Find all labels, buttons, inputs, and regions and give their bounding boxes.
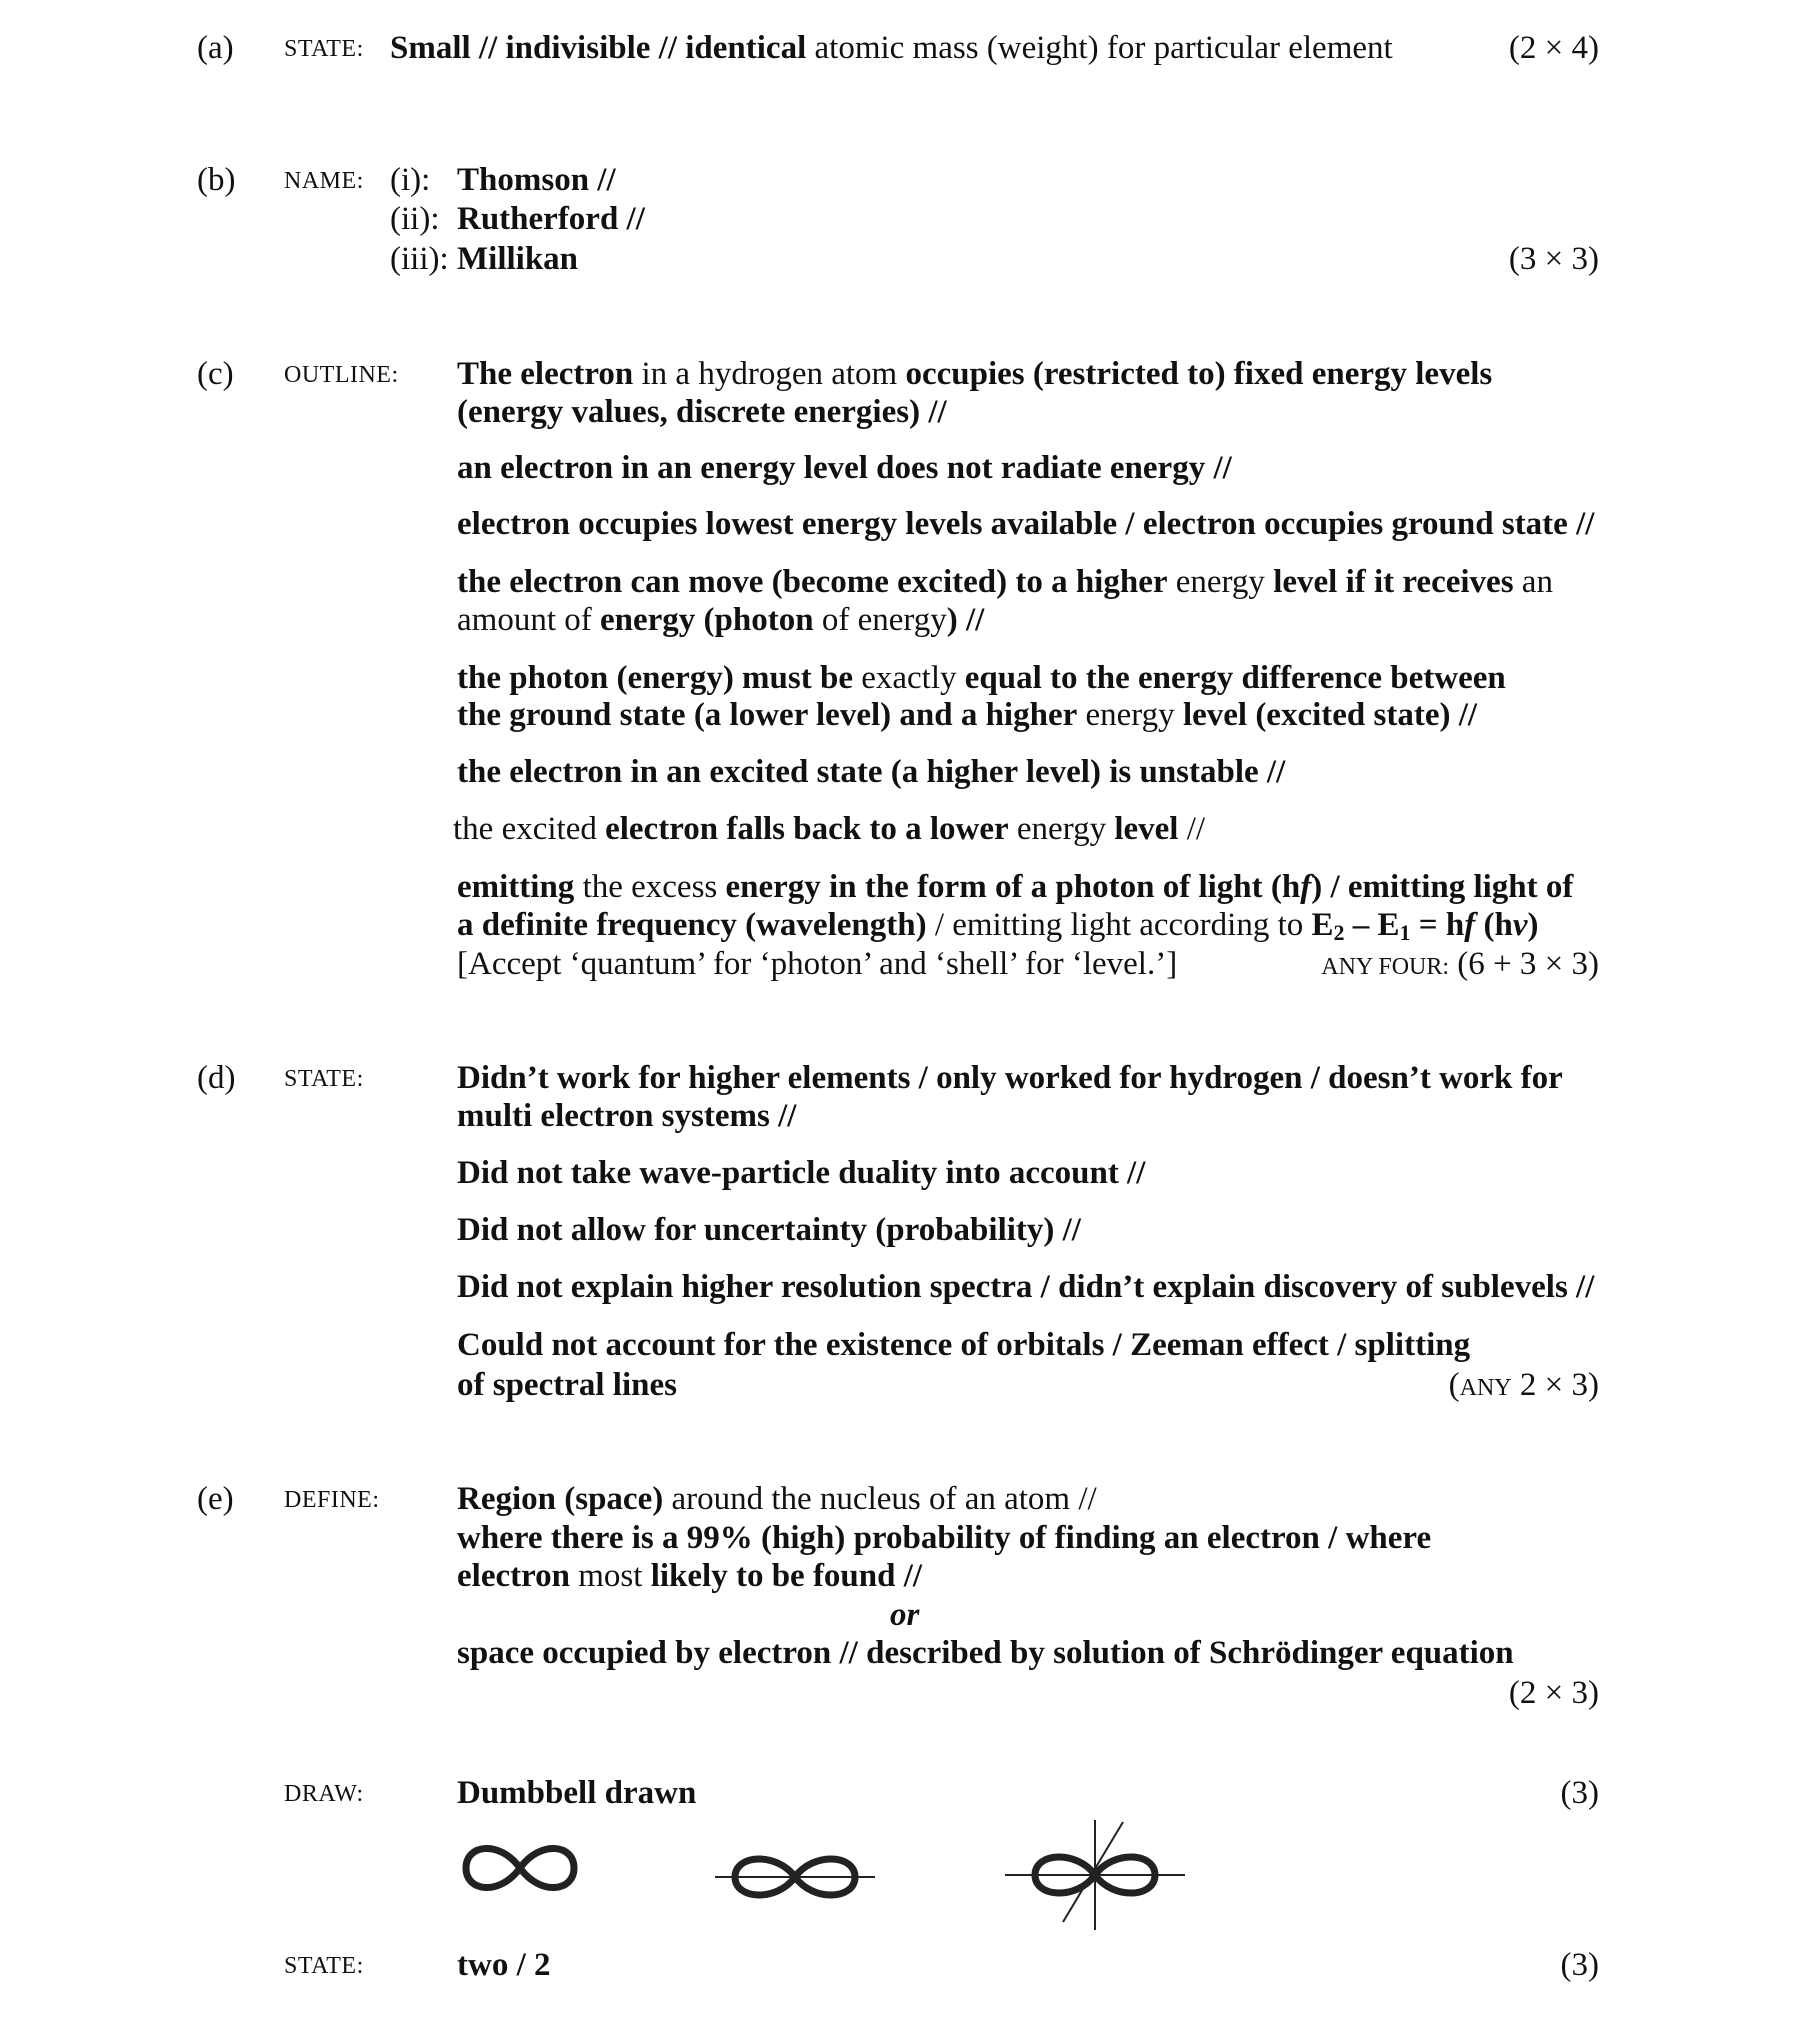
part-e-label: DEFINE: [284,1487,380,1513]
part-a-answer: Small // indivisible // identical atomic mass (weight) for particular element [390,30,1393,66]
state-label: STATE: [284,1953,364,1979]
part-c-point-5-line-1: the photon (energy) must be exactly equal to the energy difference between [457,660,1506,696]
part-a-label: STATE: [284,36,364,62]
part-c-point-4-line-1: the electron can move (become excited) to a higher energy level if it receives an [457,564,1553,600]
part-c-point-8-line-2: a definite frequency (wavelength) / emitting light according to $E_2 - E_1$ = hf (hv) [457,907,1539,945]
part-e-letter: (e) [197,1481,234,1517]
part-c-point-7: the excited electron falls back to a lower energy level // [453,811,1206,847]
part-c-point-1-line-1: The electron in a hydrogen atom occupies (restricted to) fixed energy levels [457,356,1493,392]
part-c-point-6: the electron in an excited state (a higher level) is unstable // [457,754,1286,790]
part-c-point-3: electron occupies lowest energy levels available / electron occupies ground state // [457,506,1595,542]
part-c-point-1-line-2: (energy values, discrete energies) // [457,394,947,430]
state-answer: two / 2 [457,1947,551,1983]
part-c-letter: (c) [197,356,234,392]
part-e-marks: (2 × 3) [1508,1675,1599,1711]
dumbbell-figure-2 [715,1842,875,1912]
part-c-accept-note: [Accept ‘quantum’ for ‘photon’ and ‘shell’ for ‘level.’] [457,946,1178,982]
part-d-letter: (d) [197,1060,236,1096]
part-d-line-5: Did not explain higher resolution spectra / didn’t explain discovery of sublevels // [457,1269,1595,1305]
part-b-num-1: (i): [390,162,431,198]
part-e-line-2: where there is a 99% (high) probability of finding an electron / where [457,1520,1432,1556]
part-b-name-2: Rutherford // [457,201,645,237]
part-e-line-4: space occupied by electron // described by solution of Schrödinger equation [457,1635,1514,1671]
part-c-point-8-line-1: emitting the excess energy in the form of a photon of light (hf) / emitting light of [457,869,1574,905]
part-e-line-1: Region (space) around the nucleus of an atom // [457,1481,1097,1517]
part-c-point-2: an electron in an energy level does not radiate energy // [457,450,1232,486]
part-d-line-3: Did not take wave-particle duality into account // [457,1155,1146,1191]
part-b-name-3: Millikan [457,241,579,277]
part-d-line-4: Did not allow for uncertainty (probability) // [457,1212,1081,1248]
part-c-marks: ANY FOUR: (6 + 3 × 3) [1321,946,1599,982]
part-a-marks: (2 × 4) [1508,30,1599,66]
part-b-marks: (3 × 3) [1508,241,1599,277]
part-d-line-2: multi electron systems // [457,1098,797,1134]
part-b-letter: (b) [197,162,236,198]
state-marks: (3) [1560,1947,1599,1983]
dumbbell-figure-1 [460,1838,580,1898]
part-c-point-5-line-2: the ground state (a lower level) and a higher energy level (excited state) // [457,697,1478,733]
part-c-point-4-line-2: amount of energy (photon of energy) // [457,602,985,638]
part-e-line-3: electron most likely to be found // [457,1558,923,1594]
draw-marks: (3) [1560,1775,1599,1811]
part-d-marks: (ANY 2 × 3) [1448,1367,1599,1403]
part-e-or: or [890,1597,920,1633]
part-b-name-1: Thomson // [457,162,616,198]
part-b-label: NAME: [284,168,364,194]
dumbbell-figure-3 [1005,1820,1185,1930]
draw-answer: Dumbbell drawn [457,1775,697,1811]
part-b-num-3: (iii): [390,241,449,277]
part-a-letter: (a) [197,30,234,66]
part-d-line-1: Didn’t work for higher elements / only worked for hydrogen / doesn’t work for [457,1060,1563,1096]
part-d-label: STATE: [284,1066,364,1092]
part-c-label: OUTLINE: [284,362,399,388]
draw-label: DRAW: [284,1781,364,1807]
part-d-line-6: Could not account for the existence of orbitals / Zeeman effect / splitting [457,1327,1471,1363]
part-b-num-2: (ii): [390,201,440,237]
part-d-line-7: of spectral lines [457,1367,677,1403]
